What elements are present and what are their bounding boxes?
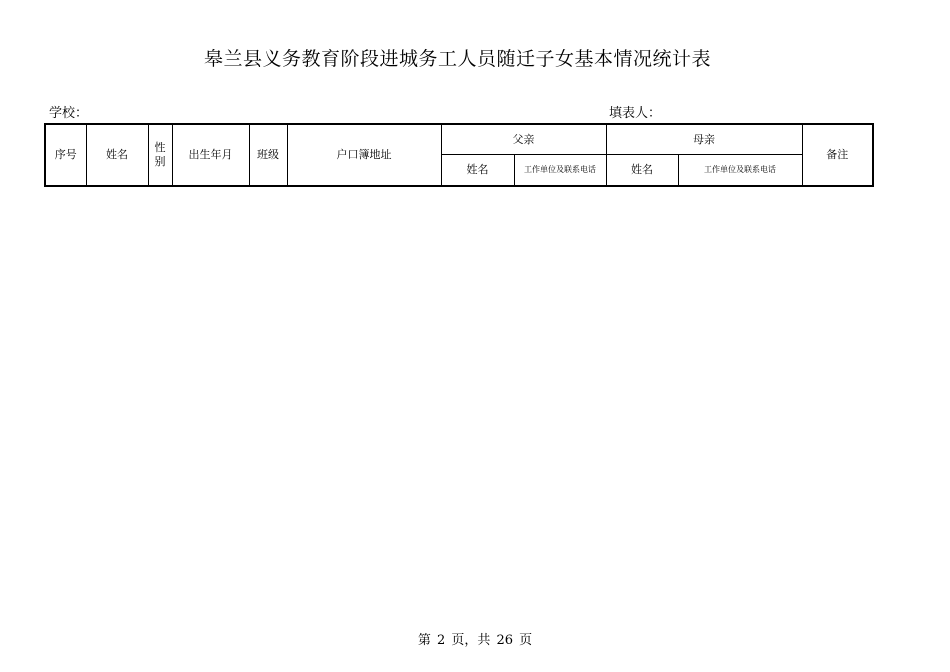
header-gender-line2: 别: [154, 155, 166, 168]
header-father-name: 姓名: [441, 155, 514, 187]
header-remarks: 备注: [802, 124, 873, 186]
header-gender-line1: 性: [154, 141, 166, 155]
statistics-table: [44, 123, 874, 187]
header-mother-name: 姓名: [606, 155, 678, 187]
header-father: 父亲: [441, 124, 606, 155]
header-gender: [148, 124, 172, 186]
header-birth: 出生年月: [172, 124, 249, 186]
school-label: 学校：: [49, 106, 89, 121]
page-footer: 第 2 页，共 26 页: [417, 633, 533, 648]
filler-label: 填表人：: [609, 106, 662, 121]
header-serial: 序号: [45, 124, 86, 186]
page-title: 皋兰县义务教育阶段进城务工人员随迁子女基本情况统计表: [203, 48, 711, 70]
header-mother-work: 工作单位及联系电话: [678, 155, 802, 187]
header-name: 姓名: [86, 124, 148, 186]
header-father-work: 工作单位及联系电话: [514, 155, 606, 187]
header-address: 户口簿地址: [287, 124, 441, 186]
header-class: 班级: [249, 124, 287, 186]
header-mother: 母亲: [606, 124, 802, 155]
